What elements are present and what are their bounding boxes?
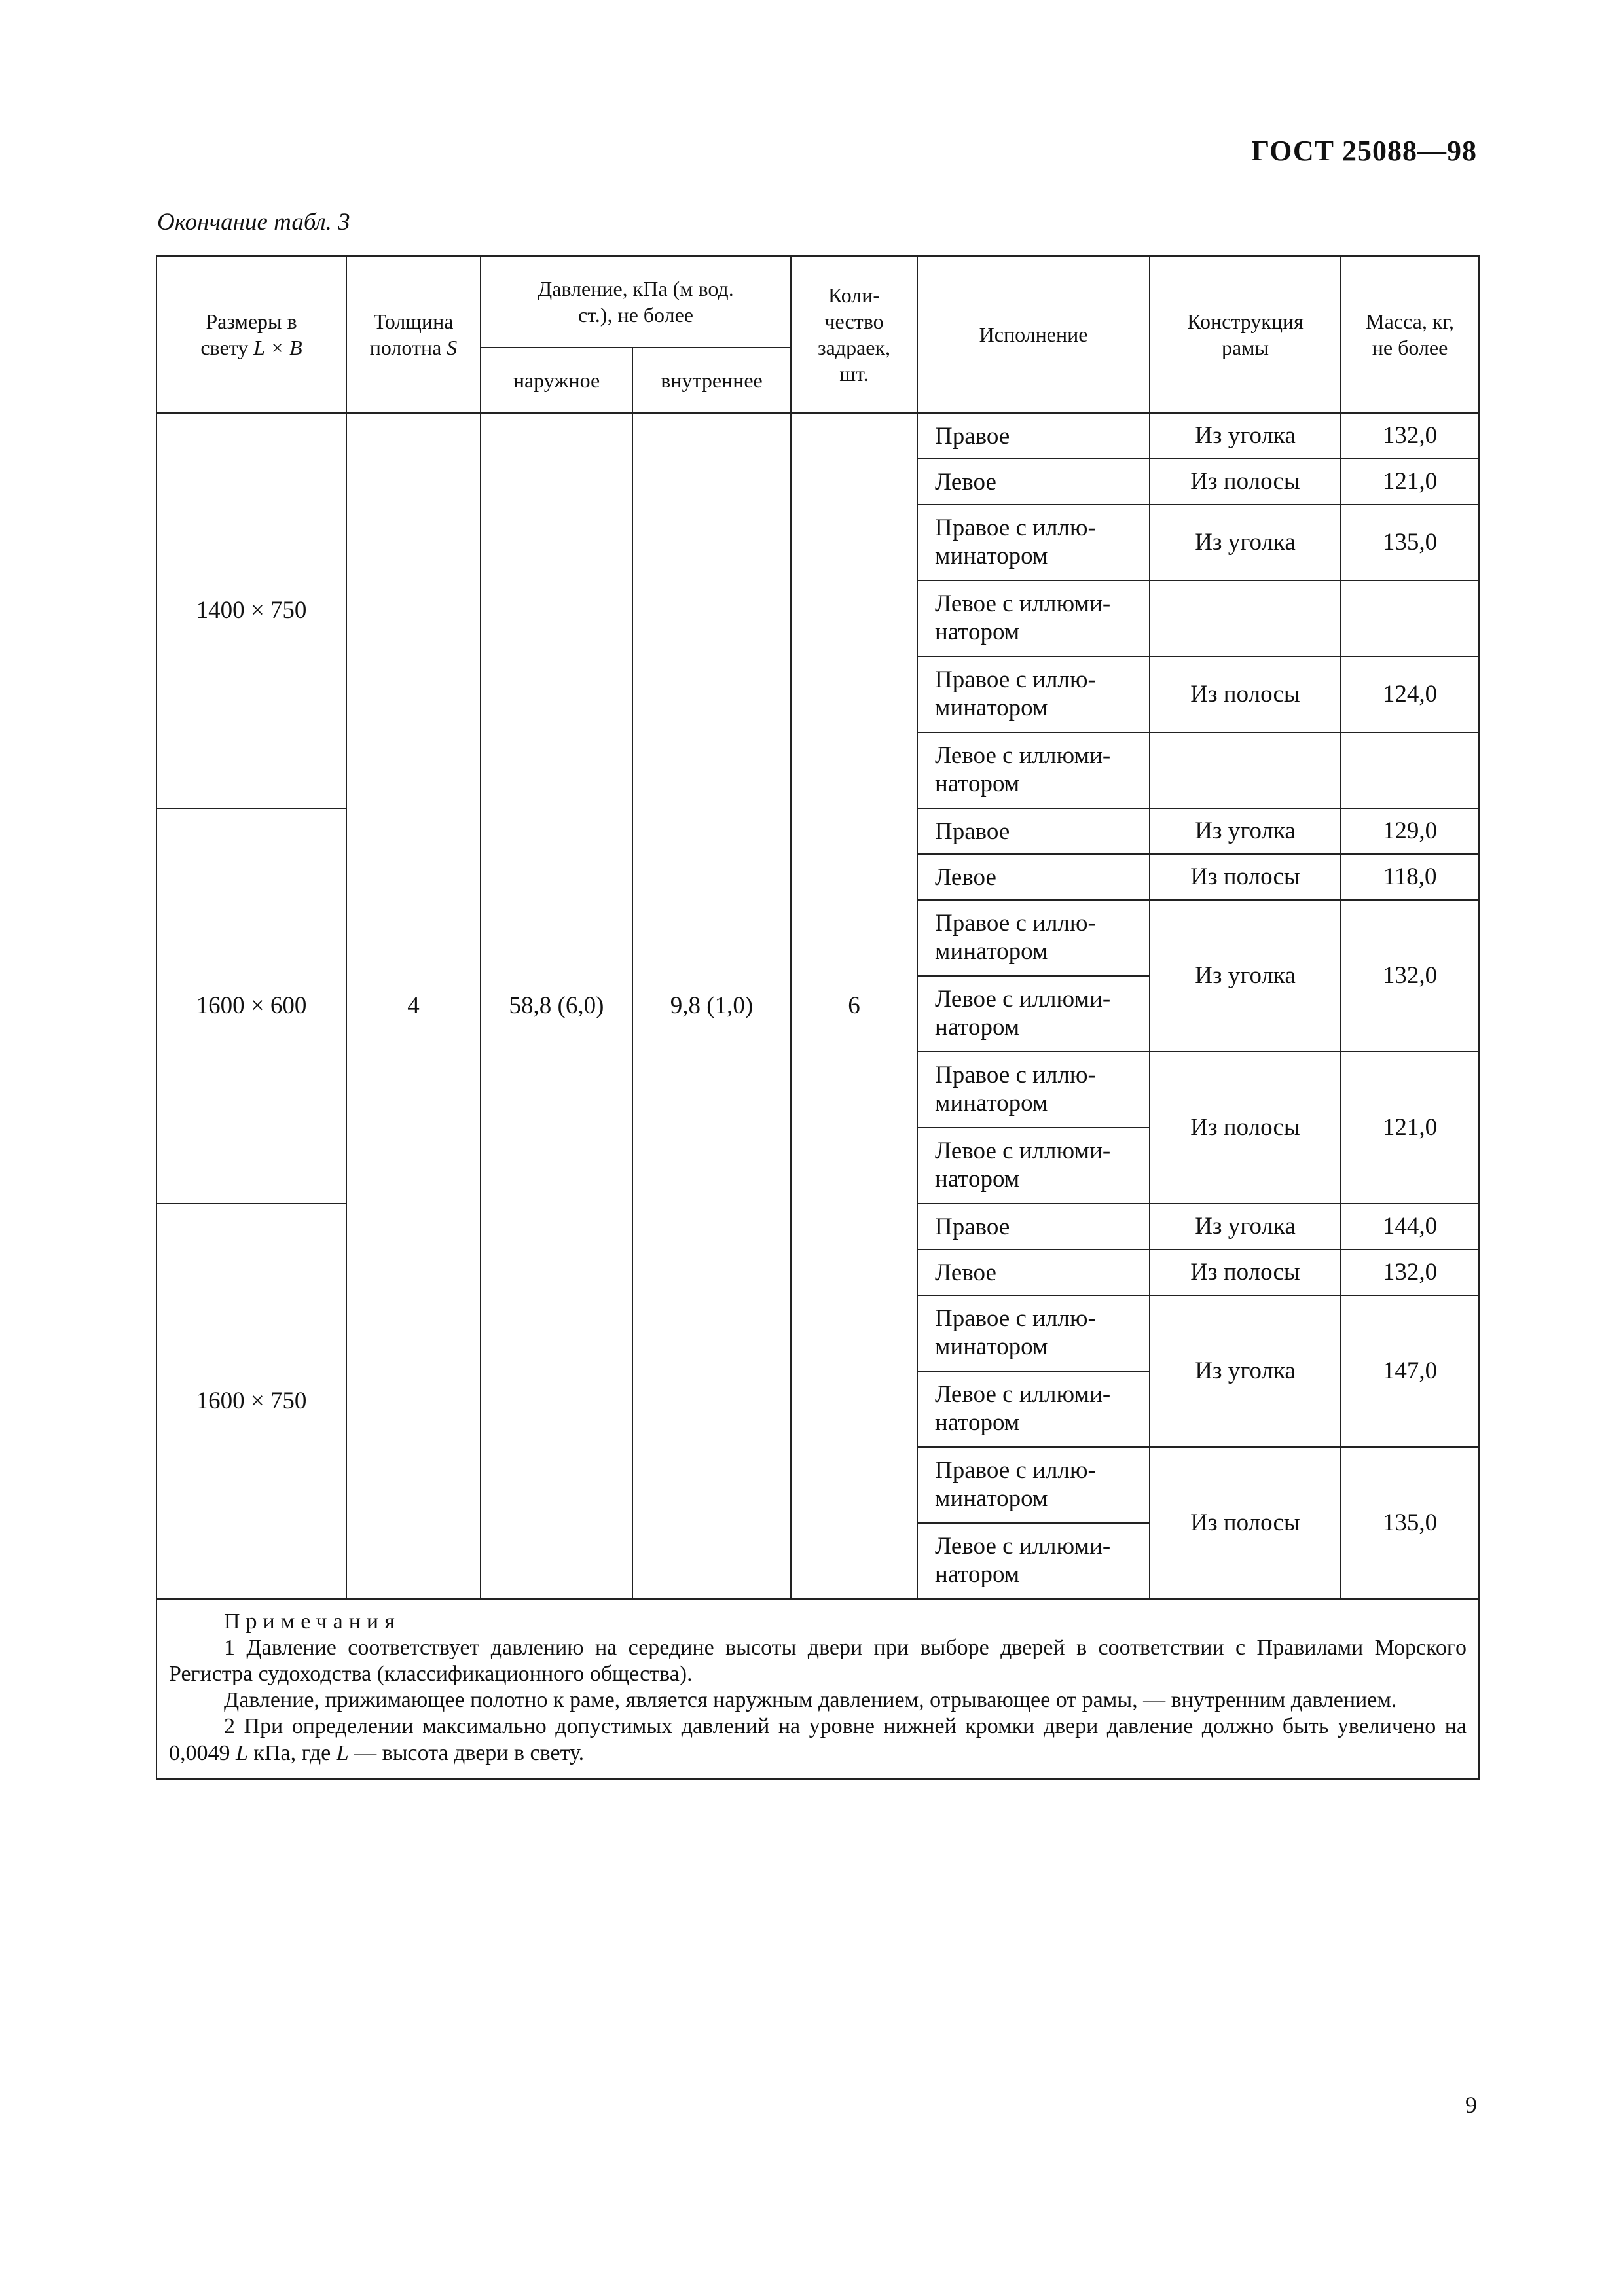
note-1b: Давление, прижимающее полотно к раме, является наружным давлением, отрывающее от рамы, — внутренним давлением. xyxy=(224,1688,1397,1713)
execution-cell: Левое xyxy=(917,459,1150,505)
page-number: 9 xyxy=(1465,2092,1477,2118)
note-1: 1 Давление соответствует давлению на середине высоты двери при выборе дверей в соответствии с Правилами Морского Регистра судоходства (классификационного общества). xyxy=(169,1636,1467,1687)
execution-cell: Левое с иллюми- натором xyxy=(917,1128,1150,1204)
execution-cell: Правое с иллю- минатором xyxy=(917,1295,1150,1371)
execution-cell: Правое с иллю- минатором xyxy=(917,656,1150,732)
frame-cell: Из полосы xyxy=(1150,1447,1341,1599)
mass-cell: 132,0 xyxy=(1341,1249,1479,1295)
frame-cell: Из полосы xyxy=(1150,1052,1341,1204)
execution-cell: Правое с иллю- минатором xyxy=(917,1447,1150,1523)
notes-title: Примечания xyxy=(224,1609,401,1634)
header-mass: Масса, кг, не более xyxy=(1341,256,1479,413)
execution-cell: Левое xyxy=(917,1249,1150,1295)
mass-cell xyxy=(1341,732,1479,808)
header-execution: Исполнение xyxy=(917,256,1150,413)
frame-cell: Из уголка xyxy=(1150,900,1341,1052)
notes-cell xyxy=(156,1599,1479,1779)
size-cell: 1600 × 600 xyxy=(156,808,346,1204)
mass-cell: 147,0 xyxy=(1341,1295,1479,1447)
pressure-inner-cell: 9,8 (1,0) xyxy=(632,413,791,1599)
table-row xyxy=(156,413,1479,459)
frame-cell: Из полосы xyxy=(1150,459,1341,505)
frame-cell: Из уголка xyxy=(1150,808,1341,854)
mass-cell: 135,0 xyxy=(1341,1447,1479,1599)
specs-table xyxy=(156,255,1480,1780)
execution-cell: Правое с иллю- минатором xyxy=(917,1052,1150,1128)
mass-cell: 135,0 xyxy=(1341,505,1479,581)
frame-cell: Из полосы xyxy=(1150,656,1341,732)
execution-cell: Правое с иллю- минатором xyxy=(917,505,1150,581)
mass-cell: 124,0 xyxy=(1341,656,1479,732)
size-cell: 1600 × 750 xyxy=(156,1204,346,1599)
header-count: Коли- чество задраек, шт. xyxy=(791,256,917,413)
execution-cell: Левое xyxy=(917,854,1150,900)
mass-cell: 144,0 xyxy=(1341,1204,1479,1249)
header-frame: Конструкция рамы xyxy=(1150,256,1341,413)
count-cell: 6 xyxy=(791,413,917,1599)
execution-cell: Левое с иллюми- натором xyxy=(917,732,1150,808)
mass-cell: 132,0 xyxy=(1341,413,1479,459)
execution-cell: Правое xyxy=(917,413,1150,459)
mass-cell xyxy=(1341,581,1479,656)
header-pressure: Давление, кПа (м вод. ст.), не более xyxy=(481,256,791,348)
execution-cell: Правое с иллю- минатором xyxy=(917,900,1150,976)
pressure-outer-cell: 58,8 (6,0) xyxy=(481,413,632,1599)
frame-cell: Из уголка xyxy=(1150,1204,1341,1249)
header-row-1 xyxy=(156,256,1479,348)
mass-cell: 129,0 xyxy=(1341,808,1479,854)
mass-cell: 121,0 xyxy=(1341,459,1479,505)
execution-cell: Левое с иллюми- натором xyxy=(917,1523,1150,1599)
frame-cell: Из полосы xyxy=(1150,854,1341,900)
mass-cell: 118,0 xyxy=(1341,854,1479,900)
frame-cell: Из уголка xyxy=(1150,505,1341,581)
mass-cell: 132,0 xyxy=(1341,900,1479,1052)
header-thickness: Толщина полотна S xyxy=(346,256,481,413)
execution-cell: Левое с иллюми- натором xyxy=(917,1371,1150,1447)
header-pressure-outer: наружное xyxy=(481,348,632,413)
frame-cell xyxy=(1150,732,1341,808)
header-size: Размеры в свету L × B xyxy=(156,256,346,413)
execution-cell: Левое с иллюми- натором xyxy=(917,976,1150,1052)
frame-cell xyxy=(1150,581,1341,656)
header-pressure-inner: внутреннее xyxy=(632,348,791,413)
execution-cell: Правое xyxy=(917,808,1150,854)
mass-cell: 121,0 xyxy=(1341,1052,1479,1204)
execution-cell: Правое xyxy=(917,1204,1150,1249)
size-cell: 1400 × 750 xyxy=(156,413,346,808)
note-2: 2 При определении максимально допустимых давлений на уровне нижней кромки двери давление должно быть увеличено на 0,0049 L кПа, где L — высота двери в свету. xyxy=(169,1714,1467,1765)
standard-number: ГОСТ 25088—98 xyxy=(1251,135,1477,167)
notes-row xyxy=(156,1599,1479,1779)
frame-cell: Из уголка xyxy=(1150,413,1341,459)
frame-cell: Из полосы xyxy=(1150,1249,1341,1295)
frame-cell: Из уголка xyxy=(1150,1295,1341,1447)
execution-cell: Левое с иллюми- натором xyxy=(917,581,1150,656)
thickness-cell: 4 xyxy=(346,413,481,1599)
table-caption: Окончание табл. 3 xyxy=(157,209,350,236)
